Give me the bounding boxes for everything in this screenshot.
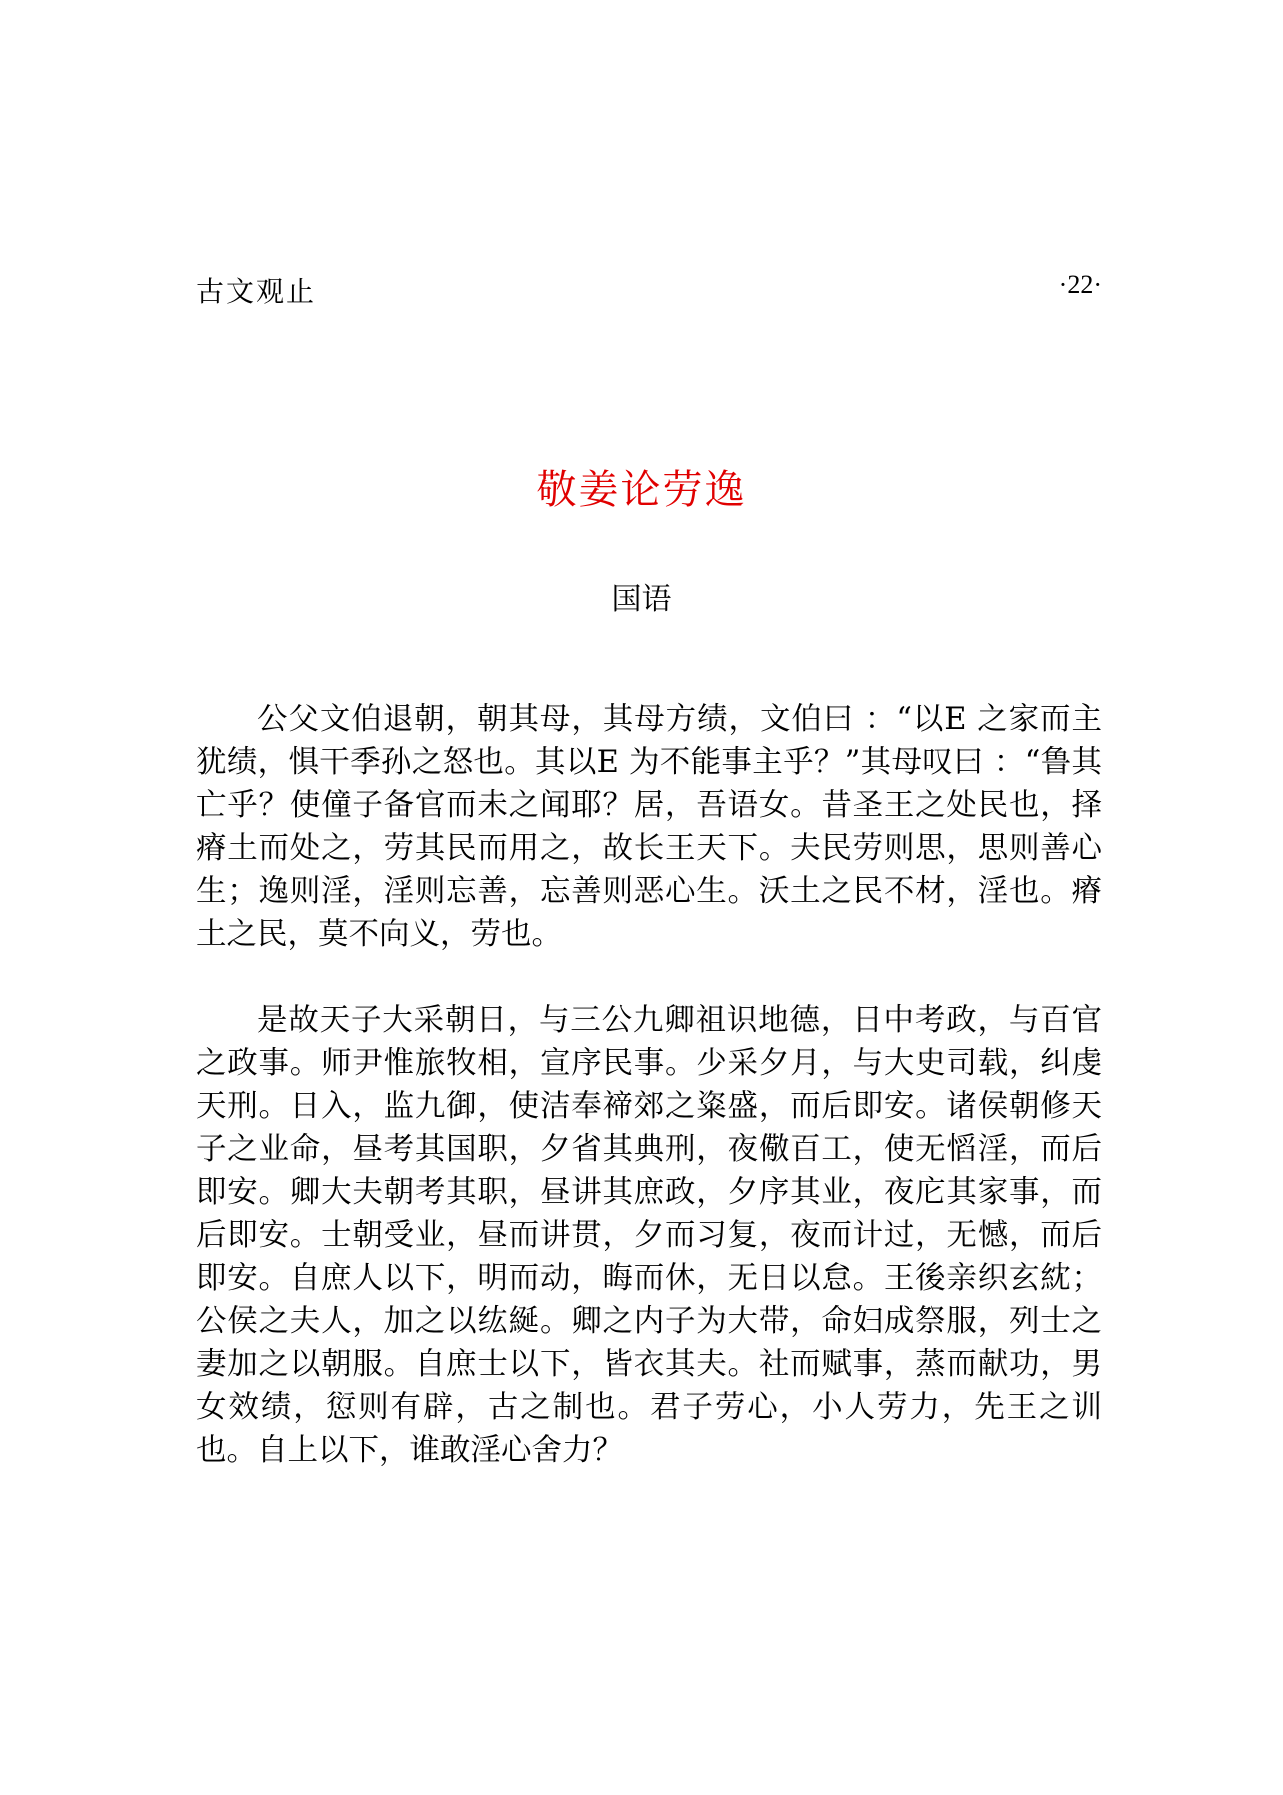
article-author: 国语	[611, 582, 672, 617]
article-title: 敬姜论劳逸	[536, 467, 747, 513]
paragraph: 公父文伯退朝，朝其母，其母方绩，文伯曰 ：“以E 之家而主犹绩，惧干季孙之怒也。其以E 为不能事主乎？”其母叹曰 ：“鲁其亡乎？使僮子备官而未之闻耶？居，吾语女。昔圣王之处民也，择瘠土而处之，劳其民而用之，故长王天下。夫民劳则思，思则善心生；逸则淫，淫则忘善，忘善则恶心生。沃土之民不材，淫也。瘠土之民，莫不向义，劳也。	[196, 702, 1102, 952]
book-title: 古文观止	[196, 275, 317, 308]
page-header	[196, 270, 1102, 310]
page-number: ·22·	[1058, 270, 1102, 299]
paragraph: 是故天子大采朝日，与三公九卿祖识地德，日中考政，与百官之政事。师尹惟旅牧相，宣序民事。少采夕月，与大史司载，纠虔天刑。日入，监九御，使洁奉禘郊之粢盛，而后即安。诸侯朝修天子之业命，昼考其国职，夕省其典刑，夜儆百工，使无慆淫，而后即安。卿大夫朝考其职，昼讲其庶政，夕序其业，夜庀其家事，而后即安。士朝受业，昼而讲贯，夕而习复，夜而计过，无憾，而后即安。自庶人以下，明而动，晦而休，无日以怠。王後亲织玄紞；公侯之夫人，加之以纮綖。卿之内子为大带，命妇成祭服，列士之妻加之以朝服。自庶士以下，皆衣其夫。社而赋事，蒸而献功，男女效绩，愆则有辟，古之制也。君子劳心，小人劳力，先王之训也。自上以下，谁敢淫心舍力？	[196, 1003, 1102, 1468]
article-body	[196, 698, 1102, 1515]
